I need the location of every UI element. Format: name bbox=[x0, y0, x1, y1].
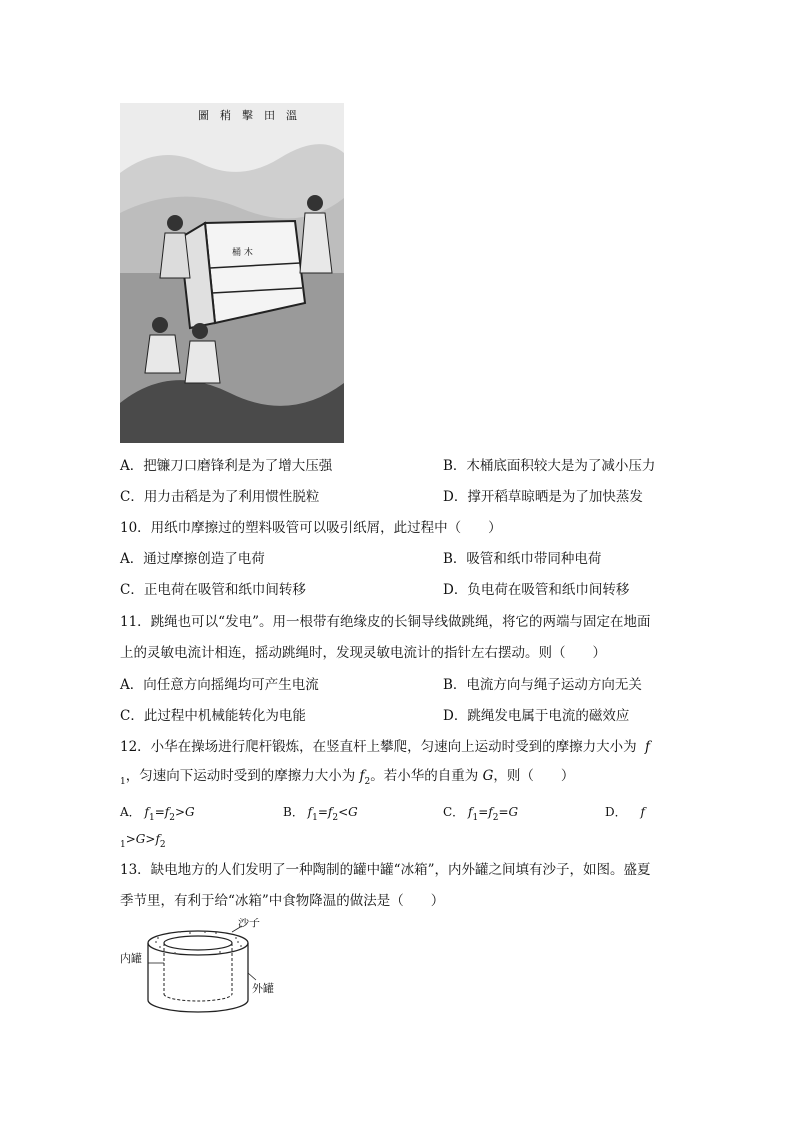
q12-d-f1: f bbox=[640, 805, 645, 819]
q12-b-rel: = bbox=[317, 805, 328, 819]
q12-a-f2: f bbox=[164, 805, 170, 819]
q12-d-label: D． bbox=[605, 805, 627, 819]
q12-sub1: 1 bbox=[120, 777, 126, 787]
q12-a-tail: > bbox=[174, 805, 185, 819]
q12-line2-b: 。若小华的自重为 bbox=[370, 768, 479, 784]
q11-option-b: B．电流方向与绳子运动方向无关 bbox=[443, 677, 642, 693]
q9-option-d: D．撑开稻草晾晒是为了加快蒸发 bbox=[443, 489, 643, 505]
q12-c-label: C． bbox=[443, 805, 465, 819]
caption-char-5: 溫 bbox=[286, 109, 297, 122]
q12-c-f2: f bbox=[488, 805, 493, 819]
q12-a-sub1: 1 bbox=[148, 813, 155, 823]
q12-line2-c: ，则（ ） bbox=[493, 768, 575, 784]
q11-stem-line2: 上的灵敏电流计相连，摇动跳绳时，发现灵敏电流计的指针左右摆动。则（ ） bbox=[120, 645, 606, 661]
q12-c-rel2: = bbox=[498, 805, 509, 819]
q13-stem-line2: 季节里，有利于给“冰箱”中食物降温的做法是（ ） bbox=[120, 893, 445, 909]
q10-option-c: C．正电荷在吸管和纸巾间转移 bbox=[120, 582, 306, 598]
q12-stem-line1 bbox=[120, 738, 650, 756]
q12-d-rel: >G> bbox=[125, 832, 156, 846]
q12-b-label: B． bbox=[283, 805, 304, 819]
q12-c-sub2: 2 bbox=[492, 813, 499, 823]
q9-option-c: C．用力击稻是为了利用惯性脱粒 bbox=[120, 489, 320, 505]
q12-f2-symbol: f bbox=[359, 768, 365, 784]
q11-option-a: A．向任意方向摇绳均可产生电流 bbox=[120, 677, 319, 693]
q9-option-a: A．把镰刀口磨锋利是为了增大压强 bbox=[120, 458, 333, 474]
q12-f-symbol: f bbox=[644, 739, 650, 755]
q10-option-d: D．负电荷在吸管和纸巾间转移 bbox=[443, 582, 630, 598]
label-sand: 沙子 bbox=[238, 918, 260, 929]
label-inner-pot: 内罐 bbox=[120, 952, 142, 965]
woodcut-drawing bbox=[120, 103, 344, 443]
q12-a-label: A． bbox=[120, 805, 141, 819]
q12-c-g: G bbox=[508, 805, 519, 819]
bucket-label: 桶 木 bbox=[232, 248, 253, 258]
q12-b-sub1: 1 bbox=[312, 813, 318, 823]
label-outer-pot: 外罐 bbox=[252, 982, 274, 995]
q11-option-d: D．跳绳发电属于电流的磁效应 bbox=[443, 708, 630, 724]
q12-a-rel: = bbox=[154, 805, 165, 819]
q12-g-symbol: G bbox=[482, 768, 494, 784]
pot-in-pot-diagram bbox=[120, 918, 280, 1018]
q13-stem-line1: 13．缺电地方的人们发明了一种陶制的罐中罐“冰箱”，内外罐之间填有沙子，如图。盛夏 bbox=[120, 862, 651, 878]
q12-option-d-continued bbox=[120, 830, 166, 850]
q12-option-c bbox=[443, 803, 518, 823]
q12-d-sub2: 2 bbox=[159, 840, 166, 850]
cooler-drawing bbox=[120, 918, 280, 1018]
q12-c-rel1: = bbox=[478, 805, 489, 819]
caption-char-2: 稍 bbox=[220, 109, 231, 122]
caption-char-3: 擊 bbox=[242, 109, 253, 122]
q12-c-f1: f bbox=[468, 805, 473, 819]
q12-stem-line2 bbox=[120, 767, 574, 787]
q11-stem-line1: 11．跳绳也可以“发电”。用一根带有绝缘皮的长铜导线做跳绳，将它的两端与固定在地面 bbox=[120, 614, 651, 630]
q12-a-sub2: 2 bbox=[169, 813, 175, 823]
q12-b-sub2: 2 bbox=[332, 813, 339, 823]
q10-option-b: B．吸管和纸巾带同种电荷 bbox=[443, 551, 602, 567]
q11-option-c: C．此过程中机械能转化为电能 bbox=[120, 708, 306, 724]
q12-d-f2: f bbox=[155, 832, 160, 846]
caption-char-1: 圖 bbox=[198, 109, 209, 122]
q9-option-b: B．木桶底面积较大是为了减小压力 bbox=[443, 458, 656, 474]
q12-b-tail: < bbox=[338, 805, 349, 819]
q12-line2-a: ，匀速向下运动时受到的摩擦力大小为 bbox=[125, 768, 356, 784]
q10-stem: 10．用纸巾摩擦过的塑料吸管可以吸引纸屑，此过程中（ ） bbox=[120, 520, 502, 536]
caption-char-4: 田 bbox=[264, 109, 275, 122]
q12-d-sub1: 1 bbox=[120, 840, 126, 850]
q12-b-f2: f bbox=[327, 805, 333, 819]
q10-option-a: A．通过摩擦创造了电荷 bbox=[120, 551, 265, 567]
q12-b-f1: f bbox=[307, 805, 313, 819]
q12-c-sub1: 1 bbox=[472, 813, 479, 823]
rice-threshing-illustration bbox=[120, 103, 344, 443]
q12-a-g: G bbox=[185, 805, 195, 819]
q12-sub2: 2 bbox=[364, 777, 371, 787]
q12-option-d bbox=[605, 803, 645, 821]
q12-stem-text: 12．小华在操场进行爬杆锻炼，在竖直杆上攀爬，匀速向上运动时受到的摩擦力大小为 bbox=[120, 739, 637, 755]
q12-b-g: G bbox=[348, 805, 358, 819]
q12-option-a bbox=[120, 803, 195, 823]
q12-option-b bbox=[283, 803, 358, 823]
q12-a-f1: f bbox=[144, 805, 149, 819]
